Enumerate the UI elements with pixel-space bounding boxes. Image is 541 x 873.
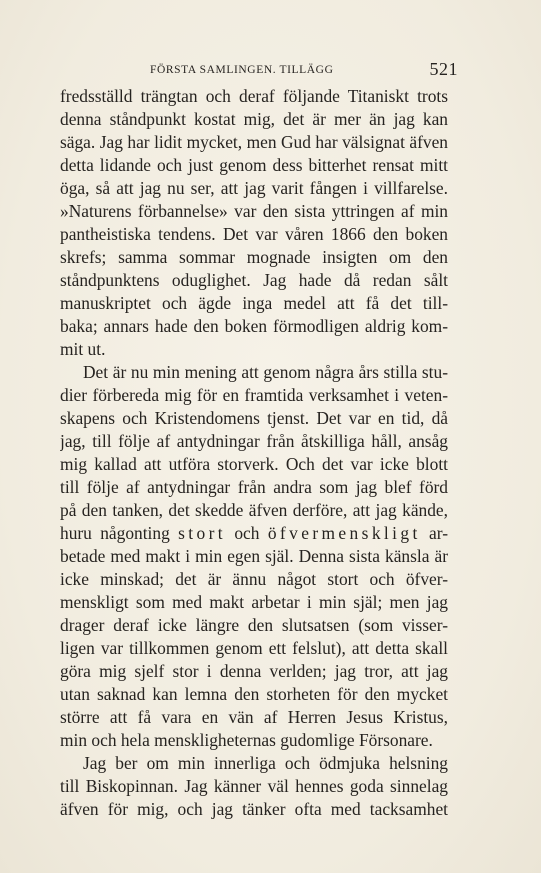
emphasized-word: stort	[178, 523, 227, 543]
text-line: ligen var tillkommen genom ett felslut), att detta skall	[60, 638, 448, 658]
text-fragment: ar-	[420, 523, 448, 543]
text-line: fredsställd trängtan och deraf följande Titaniskt trots	[60, 86, 448, 106]
text-line: äfven för mig, och jag tänker ofta med tacksamhet	[60, 799, 448, 819]
text-body	[60, 85, 448, 821]
text-line: öga, så att jag nu ser, att jag varit fången i villfarelse.	[60, 178, 448, 198]
text-line-spaced-emphasis	[60, 522, 448, 545]
text-line: på den tanken, det skedde äfven derföre, att jag kände,	[60, 500, 448, 520]
text-line: icke minskad; det är ännu något stort och öfver-	[60, 569, 448, 589]
text-line: jag, till följe af antydningar från åtskilliga håll, ansåg	[60, 431, 448, 451]
text-line: Det är nu min mening att genom några års stilla stu-	[83, 362, 448, 382]
text-line: manuskriptet och ägde inga medel att få det till-	[60, 293, 448, 313]
text-line: mig kallad att utföra storverk. Och det var icke blott	[60, 454, 448, 474]
text-line: skapens och Kristendomens tjenst. Det var en tid, då	[60, 408, 448, 428]
running-title: FÖRSTA SAMLINGEN. TILLÄGG	[150, 64, 334, 76]
text-line: betade med makt i min egen själ. Denna sista känsla är	[60, 546, 448, 566]
text-line: större att få vara en vän af Herren Jesus Kristus,	[60, 707, 448, 727]
running-head	[60, 60, 458, 82]
text-line: »Naturens förbannelse» var den sista yttringen af min	[60, 201, 448, 221]
text-line: skrefs; samma sommar mognade insigten om den	[60, 247, 448, 267]
text-line: dier förbereda mig för en framtida verksamhet i veten-	[60, 385, 448, 405]
page-number: 521	[429, 59, 458, 79]
text-line: denna ståndpunkt kostat mig, det är mer än jag kan	[60, 109, 448, 129]
text-line: baka; annars hade den boken förmodligen aldrig kom-	[60, 316, 448, 336]
text-line: säga. Jag har lidit mycket, men Gud har välsignat äfven	[60, 132, 448, 152]
text-line: utan saknad kan lemna den storheten för den mycket	[60, 684, 448, 704]
text-line: min och hela menskligheternas gudomlige Försonare.	[60, 730, 433, 750]
emphasized-word: öfvermenskligt	[267, 523, 421, 543]
text-line: Jag ber om min innerliga och ödmjuka helsning	[83, 753, 448, 773]
text-line: mit ut.	[60, 339, 106, 359]
text-line: menskligt som med makt arbetar i min själ; men jag	[60, 592, 448, 612]
text-line: drager deraf icke längre den slutsatsen (som visser-	[60, 615, 448, 635]
text-line: göra mig sjelf stor i denna verlden; jag tror, att jag	[60, 661, 448, 681]
text-line: till följe af antydningar från andra som jag blef förd	[60, 477, 448, 497]
text-line: pantheistiska tendens. Det var våren 1866 den boken	[60, 224, 448, 244]
text-line: detta lidande och just genom dess bitterhet rensat mitt	[60, 155, 448, 175]
text-fragment: huru någonting	[60, 523, 179, 543]
text-line: till Biskopinnan. Jag känner väl hennes goda sinnelag	[60, 776, 448, 796]
text-line: ståndpunktens oduglighet. Jag hade då redan sålt	[60, 270, 448, 290]
text-fragment: och	[226, 523, 268, 543]
